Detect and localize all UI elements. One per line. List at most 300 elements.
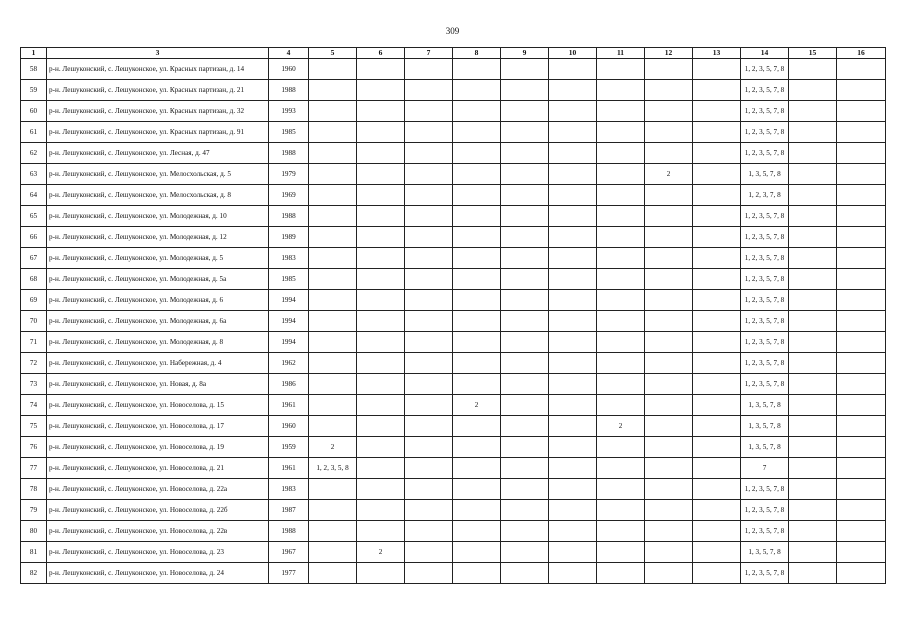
address-cell: р-н. Лешуконский, с. Лешуконское, ул. Молодежная, д. 5а — [47, 269, 269, 290]
value-cell-7 — [405, 59, 453, 80]
value-cell-14: 1, 2, 3, 5, 7, 8 — [741, 479, 789, 500]
value-cell-14: 1, 2, 3, 5, 7, 8 — [741, 122, 789, 143]
value-cell-6 — [357, 374, 405, 395]
value-cell-10 — [549, 521, 597, 542]
value-cell-9 — [501, 458, 549, 479]
value-cell-5 — [309, 227, 357, 248]
value-cell-10 — [549, 437, 597, 458]
value-cell-6 — [357, 353, 405, 374]
value-cell-16 — [837, 458, 886, 479]
value-cell-10 — [549, 185, 597, 206]
value-cell-13 — [693, 374, 741, 395]
value-cell-7 — [405, 269, 453, 290]
value-cell-10 — [549, 458, 597, 479]
row-number-cell: 74 — [21, 395, 47, 416]
value-cell-10 — [549, 269, 597, 290]
value-cell-13 — [693, 143, 741, 164]
value-cell-13 — [693, 101, 741, 122]
column-header: 16 — [837, 48, 886, 59]
value-cell-13 — [693, 437, 741, 458]
row-number-cell: 77 — [21, 458, 47, 479]
table-row — [21, 353, 886, 374]
year-cell: 1985 — [269, 269, 309, 290]
row-number-cell: 78 — [21, 479, 47, 500]
year-cell: 1989 — [269, 227, 309, 248]
column-header: 6 — [357, 48, 405, 59]
value-cell-15 — [789, 542, 837, 563]
row-number-cell: 71 — [21, 332, 47, 353]
value-cell-9 — [501, 80, 549, 101]
value-cell-8 — [453, 143, 501, 164]
value-cell-14: 1, 2, 3, 5, 7, 8 — [741, 143, 789, 164]
value-cell-8 — [453, 374, 501, 395]
value-cell-9 — [501, 521, 549, 542]
value-cell-9 — [501, 185, 549, 206]
value-cell-5 — [309, 416, 357, 437]
value-cell-9 — [501, 59, 549, 80]
address-cell: р-н. Лешуконский, с. Лешуконское, ул. Красных партизан, д. 91 — [47, 122, 269, 143]
value-cell-16 — [837, 59, 886, 80]
value-cell-14: 1, 2, 3, 5, 7, 8 — [741, 101, 789, 122]
value-cell-13 — [693, 248, 741, 269]
value-cell-16 — [837, 101, 886, 122]
value-cell-11 — [597, 332, 645, 353]
value-cell-16 — [837, 374, 886, 395]
row-number-cell: 76 — [21, 437, 47, 458]
value-cell-16 — [837, 479, 886, 500]
value-cell-14: 1, 2, 3, 7, 8 — [741, 185, 789, 206]
value-cell-7 — [405, 143, 453, 164]
value-cell-9 — [501, 248, 549, 269]
value-cell-11 — [597, 374, 645, 395]
address-cell: р-н. Лешуконский, с. Лешуконское, ул. Новоселова, д. 17 — [47, 416, 269, 437]
year-cell: 1979 — [269, 164, 309, 185]
column-header: 14 — [741, 48, 789, 59]
value-cell-11 — [597, 290, 645, 311]
value-cell-9 — [501, 563, 549, 584]
header-row — [21, 48, 886, 59]
value-cell-12 — [645, 290, 693, 311]
row-number-cell: 79 — [21, 500, 47, 521]
value-cell-15 — [789, 437, 837, 458]
value-cell-14: 7 — [741, 458, 789, 479]
value-cell-13 — [693, 332, 741, 353]
value-cell-16 — [837, 206, 886, 227]
value-cell-15 — [789, 479, 837, 500]
value-cell-5 — [309, 521, 357, 542]
value-cell-13 — [693, 395, 741, 416]
value-cell-7 — [405, 563, 453, 584]
value-cell-5 — [309, 206, 357, 227]
value-cell-14: 1, 3, 5, 7, 8 — [741, 395, 789, 416]
value-cell-11 — [597, 122, 645, 143]
value-cell-8 — [453, 206, 501, 227]
value-cell-14: 1, 3, 5, 7, 8 — [741, 416, 789, 437]
value-cell-5 — [309, 332, 357, 353]
value-cell-7 — [405, 311, 453, 332]
row-number-cell: 70 — [21, 311, 47, 332]
value-cell-6 — [357, 206, 405, 227]
value-cell-11 — [597, 479, 645, 500]
value-cell-7 — [405, 458, 453, 479]
value-cell-11 — [597, 164, 645, 185]
value-cell-16 — [837, 164, 886, 185]
row-number-cell: 68 — [21, 269, 47, 290]
value-cell-6 — [357, 59, 405, 80]
value-cell-9 — [501, 374, 549, 395]
value-cell-7 — [405, 164, 453, 185]
value-cell-8 — [453, 479, 501, 500]
value-cell-9 — [501, 290, 549, 311]
value-cell-6 — [357, 395, 405, 416]
value-cell-10 — [549, 122, 597, 143]
value-cell-5: 1, 2, 3, 5, 8 — [309, 458, 357, 479]
value-cell-14: 1, 2, 3, 5, 7, 8 — [741, 80, 789, 101]
value-cell-16 — [837, 311, 886, 332]
value-cell-11 — [597, 500, 645, 521]
value-cell-10 — [549, 311, 597, 332]
value-cell-13 — [693, 458, 741, 479]
value-cell-8 — [453, 227, 501, 248]
value-cell-6 — [357, 311, 405, 332]
value-cell-14: 1, 2, 3, 5, 7, 8 — [741, 500, 789, 521]
column-header: 15 — [789, 48, 837, 59]
value-cell-14: 1, 2, 3, 5, 7, 8 — [741, 59, 789, 80]
value-cell-5 — [309, 248, 357, 269]
address-cell: р-н. Лешуконский, с. Лешуконское, ул. Новоселова, д. 24 — [47, 563, 269, 584]
address-cell: р-н. Лешуконский, с. Лешуконское, ул. Новоселова, д. 21 — [47, 458, 269, 479]
table-row — [21, 542, 886, 563]
value-cell-13 — [693, 416, 741, 437]
value-cell-13 — [693, 185, 741, 206]
value-cell-10 — [549, 164, 597, 185]
column-header: 1 — [21, 48, 47, 59]
value-cell-15 — [789, 185, 837, 206]
year-cell: 1977 — [269, 563, 309, 584]
value-cell-7 — [405, 206, 453, 227]
value-cell-11 — [597, 80, 645, 101]
value-cell-12 — [645, 542, 693, 563]
address-cell: р-н. Лешуконский, с. Лешуконское, ул. Набережная, д. 4 — [47, 353, 269, 374]
year-cell: 1961 — [269, 458, 309, 479]
value-cell-11 — [597, 395, 645, 416]
value-cell-12 — [645, 563, 693, 584]
value-cell-8 — [453, 521, 501, 542]
value-cell-14: 1, 2, 3, 5, 7, 8 — [741, 290, 789, 311]
value-cell-10 — [549, 101, 597, 122]
value-cell-16 — [837, 563, 886, 584]
value-cell-9 — [501, 269, 549, 290]
value-cell-8 — [453, 59, 501, 80]
address-cell: р-н. Лешуконский, с. Лешуконское, ул. Молодежная, д. 6а — [47, 311, 269, 332]
value-cell-11 — [597, 311, 645, 332]
value-cell-9 — [501, 143, 549, 164]
year-cell: 1983 — [269, 479, 309, 500]
value-cell-9 — [501, 206, 549, 227]
value-cell-12 — [645, 122, 693, 143]
row-number-cell: 67 — [21, 248, 47, 269]
value-cell-13 — [693, 353, 741, 374]
value-cell-16 — [837, 395, 886, 416]
row-number-cell: 64 — [21, 185, 47, 206]
row-number-cell: 63 — [21, 164, 47, 185]
value-cell-8 — [453, 248, 501, 269]
value-cell-7 — [405, 353, 453, 374]
value-cell-11: 2 — [597, 416, 645, 437]
row-number-cell: 73 — [21, 374, 47, 395]
register-table — [20, 47, 886, 584]
value-cell-13 — [693, 479, 741, 500]
value-cell-14: 1, 2, 3, 5, 7, 8 — [741, 521, 789, 542]
year-cell: 1962 — [269, 353, 309, 374]
value-cell-9 — [501, 416, 549, 437]
value-cell-14: 1, 3, 5, 7, 8 — [741, 437, 789, 458]
value-cell-14: 1, 2, 3, 5, 7, 8 — [741, 269, 789, 290]
value-cell-5 — [309, 542, 357, 563]
column-header: 13 — [693, 48, 741, 59]
value-cell-14: 1, 2, 3, 5, 7, 8 — [741, 332, 789, 353]
value-cell-10 — [549, 143, 597, 164]
value-cell-16 — [837, 500, 886, 521]
value-cell-13 — [693, 500, 741, 521]
value-cell-13 — [693, 269, 741, 290]
value-cell-16 — [837, 332, 886, 353]
value-cell-11 — [597, 437, 645, 458]
value-cell-12 — [645, 311, 693, 332]
value-cell-15 — [789, 269, 837, 290]
address-cell: р-н. Лешуконский, с. Лешуконское, ул. Мелосхольская, д. 5 — [47, 164, 269, 185]
column-header: 12 — [645, 48, 693, 59]
value-cell-16 — [837, 248, 886, 269]
table-row — [21, 164, 886, 185]
address-cell: р-н. Лешуконский, с. Лешуконское, ул. Новоселова, д. 19 — [47, 437, 269, 458]
value-cell-11 — [597, 458, 645, 479]
value-cell-6 — [357, 416, 405, 437]
table-row — [21, 437, 886, 458]
value-cell-16 — [837, 80, 886, 101]
value-cell-5 — [309, 80, 357, 101]
year-cell: 1983 — [269, 248, 309, 269]
value-cell-16 — [837, 437, 886, 458]
table-row — [21, 479, 886, 500]
column-header: 7 — [405, 48, 453, 59]
address-cell: р-н. Лешуконский, с. Лешуконское, ул. Красных партизан, д. 14 — [47, 59, 269, 80]
value-cell-16 — [837, 521, 886, 542]
value-cell-8 — [453, 416, 501, 437]
year-cell: 1961 — [269, 395, 309, 416]
value-cell-7 — [405, 185, 453, 206]
value-cell-7 — [405, 374, 453, 395]
value-cell-11 — [597, 59, 645, 80]
value-cell-6 — [357, 80, 405, 101]
value-cell-6 — [357, 248, 405, 269]
value-cell-12 — [645, 395, 693, 416]
value-cell-6 — [357, 563, 405, 584]
year-cell: 1988 — [269, 143, 309, 164]
row-number-cell: 72 — [21, 353, 47, 374]
value-cell-7 — [405, 395, 453, 416]
value-cell-5 — [309, 500, 357, 521]
value-cell-6 — [357, 143, 405, 164]
value-cell-5: 2 — [309, 437, 357, 458]
value-cell-10 — [549, 290, 597, 311]
year-cell: 1987 — [269, 500, 309, 521]
value-cell-6: 2 — [357, 542, 405, 563]
value-cell-12 — [645, 185, 693, 206]
value-cell-6 — [357, 458, 405, 479]
value-cell-10 — [549, 416, 597, 437]
value-cell-12 — [645, 143, 693, 164]
value-cell-8 — [453, 164, 501, 185]
value-cell-14: 1, 2, 3, 5, 7, 8 — [741, 311, 789, 332]
address-cell: р-н. Лешуконский, с. Лешуконское, ул. Мелосхольская, д. 8 — [47, 185, 269, 206]
value-cell-7 — [405, 101, 453, 122]
value-cell-5 — [309, 563, 357, 584]
value-cell-9 — [501, 311, 549, 332]
value-cell-5 — [309, 374, 357, 395]
address-cell: р-н. Лешуконский, с. Лешуконское, ул. Красных партизан, д. 21 — [47, 80, 269, 101]
value-cell-14: 1, 2, 3, 5, 7, 8 — [741, 248, 789, 269]
table-row — [21, 374, 886, 395]
value-cell-6 — [357, 185, 405, 206]
value-cell-15 — [789, 101, 837, 122]
value-cell-13 — [693, 164, 741, 185]
value-cell-10 — [549, 395, 597, 416]
value-cell-16 — [837, 416, 886, 437]
year-cell: 1960 — [269, 416, 309, 437]
value-cell-10 — [549, 563, 597, 584]
value-cell-15 — [789, 500, 837, 521]
year-cell: 1994 — [269, 332, 309, 353]
value-cell-15 — [789, 248, 837, 269]
value-cell-6 — [357, 500, 405, 521]
column-header: 9 — [501, 48, 549, 59]
value-cell-11 — [597, 353, 645, 374]
value-cell-15 — [789, 143, 837, 164]
row-number-cell: 69 — [21, 290, 47, 311]
value-cell-6 — [357, 290, 405, 311]
value-cell-15 — [789, 332, 837, 353]
value-cell-15 — [789, 227, 837, 248]
value-cell-10 — [549, 374, 597, 395]
value-cell-14: 1, 2, 3, 5, 7, 8 — [741, 353, 789, 374]
value-cell-5 — [309, 395, 357, 416]
value-cell-5 — [309, 101, 357, 122]
value-cell-13 — [693, 563, 741, 584]
value-cell-14: 1, 3, 5, 7, 8 — [741, 164, 789, 185]
table-row — [21, 269, 886, 290]
value-cell-12 — [645, 248, 693, 269]
value-cell-13 — [693, 290, 741, 311]
value-cell-13 — [693, 542, 741, 563]
value-cell-15 — [789, 122, 837, 143]
value-cell-7 — [405, 542, 453, 563]
value-cell-15 — [789, 521, 837, 542]
value-cell-16 — [837, 185, 886, 206]
address-cell: р-н. Лешуконский, с. Лешуконское, ул. Новоселова, д. 15 — [47, 395, 269, 416]
value-cell-8 — [453, 542, 501, 563]
value-cell-10 — [549, 80, 597, 101]
value-cell-11 — [597, 542, 645, 563]
value-cell-15 — [789, 311, 837, 332]
value-cell-16 — [837, 542, 886, 563]
address-cell: р-н. Лешуконский, с. Лешуконское, ул. Молодежная, д. 10 — [47, 206, 269, 227]
value-cell-9 — [501, 353, 549, 374]
table-row — [21, 332, 886, 353]
address-cell: р-н. Лешуконский, с. Лешуконское, ул. Новоселова, д. 22б — [47, 500, 269, 521]
value-cell-15 — [789, 416, 837, 437]
address-cell: р-н. Лешуконский, с. Лешуконское, ул. Молодежная, д. 5 — [47, 248, 269, 269]
value-cell-15 — [789, 80, 837, 101]
value-cell-15 — [789, 290, 837, 311]
value-cell-13 — [693, 59, 741, 80]
value-cell-9 — [501, 332, 549, 353]
value-cell-12 — [645, 206, 693, 227]
value-cell-8 — [453, 563, 501, 584]
address-cell: р-н. Лешуконский, с. Лешуконское, ул. Молодежная, д. 6 — [47, 290, 269, 311]
value-cell-8 — [453, 122, 501, 143]
address-cell: р-н. Лешуконский, с. Лешуконское, ул. Молодежная, д. 12 — [47, 227, 269, 248]
row-number-cell: 65 — [21, 206, 47, 227]
value-cell-16 — [837, 269, 886, 290]
value-cell-14: 1, 2, 3, 5, 7, 8 — [741, 206, 789, 227]
value-cell-10 — [549, 332, 597, 353]
value-cell-12 — [645, 80, 693, 101]
value-cell-11 — [597, 206, 645, 227]
year-cell: 1960 — [269, 59, 309, 80]
value-cell-6 — [357, 122, 405, 143]
value-cell-15 — [789, 206, 837, 227]
address-cell: р-н. Лешуконский, с. Лешуконское, ул. Новоселова, д. 22а — [47, 479, 269, 500]
value-cell-13 — [693, 311, 741, 332]
value-cell-12 — [645, 59, 693, 80]
value-cell-9 — [501, 122, 549, 143]
row-number-cell: 80 — [21, 521, 47, 542]
value-cell-5 — [309, 185, 357, 206]
value-cell-11 — [597, 227, 645, 248]
row-number-cell: 62 — [21, 143, 47, 164]
value-cell-6 — [357, 164, 405, 185]
value-cell-10 — [549, 248, 597, 269]
row-number-cell: 75 — [21, 416, 47, 437]
value-cell-5 — [309, 290, 357, 311]
value-cell-15 — [789, 59, 837, 80]
value-cell-12 — [645, 227, 693, 248]
table-row — [21, 143, 886, 164]
table-row — [21, 101, 886, 122]
value-cell-13 — [693, 80, 741, 101]
year-cell: 1988 — [269, 206, 309, 227]
value-cell-5 — [309, 353, 357, 374]
row-number-cell: 82 — [21, 563, 47, 584]
value-cell-7 — [405, 122, 453, 143]
value-cell-7 — [405, 416, 453, 437]
value-cell-10 — [549, 353, 597, 374]
value-cell-13 — [693, 521, 741, 542]
year-cell: 1993 — [269, 101, 309, 122]
value-cell-12 — [645, 353, 693, 374]
value-cell-8 — [453, 500, 501, 521]
value-cell-9 — [501, 227, 549, 248]
value-cell-8 — [453, 353, 501, 374]
address-cell: р-н. Лешуконский, с. Лешуконское, ул. Новоселова, д. 23 — [47, 542, 269, 563]
value-cell-9 — [501, 101, 549, 122]
column-header: 8 — [453, 48, 501, 59]
year-cell: 1959 — [269, 437, 309, 458]
value-cell-8 — [453, 458, 501, 479]
value-cell-12: 2 — [645, 164, 693, 185]
value-cell-12 — [645, 332, 693, 353]
